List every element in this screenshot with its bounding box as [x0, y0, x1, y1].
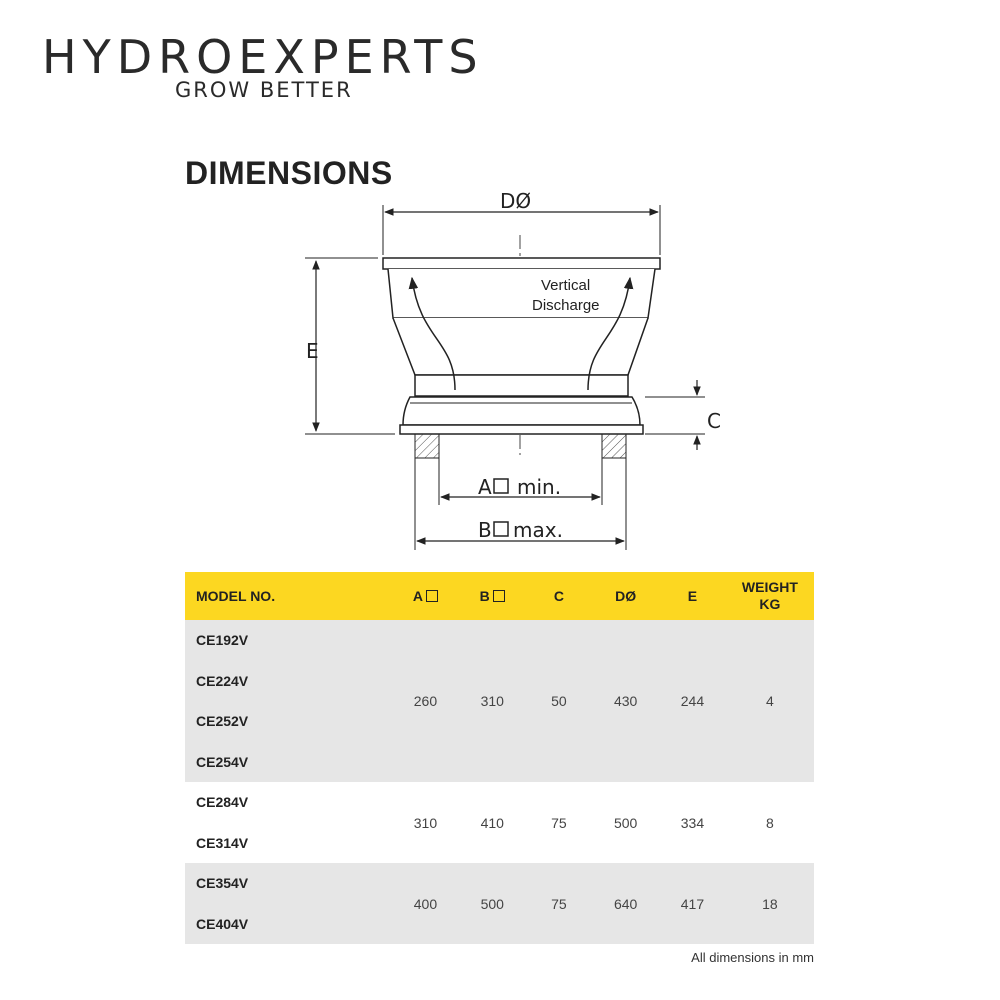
- b-cell: 310: [459, 620, 526, 782]
- b-cell: 410: [459, 782, 526, 863]
- header-weight: WEIGHT KG: [726, 572, 814, 620]
- b-square-icon: [494, 522, 508, 536]
- e-cell: 417: [659, 863, 726, 944]
- model-cell: CE284V: [185, 782, 392, 823]
- table-row: [185, 620, 814, 661]
- table-row: [185, 782, 814, 823]
- upper-body: [388, 269, 655, 318]
- dimensions-table: [185, 572, 814, 944]
- brand-tagline: GROW BETTER: [175, 78, 353, 102]
- base-flange: [403, 397, 640, 425]
- e-cell: 244: [659, 620, 726, 782]
- discharge-label-1: Vertical: [541, 277, 591, 294]
- units-footnote: All dimensions in mm: [691, 950, 814, 965]
- table-header-row: [185, 572, 814, 620]
- section-title: DIMENSIONS: [185, 155, 393, 191]
- weight-cell: 18: [726, 863, 814, 944]
- d-cell: 430: [592, 620, 659, 782]
- e-cell: 334: [659, 782, 726, 863]
- model-cell: CE224V: [185, 661, 392, 702]
- base-plate: [400, 425, 643, 434]
- top-rim: [383, 258, 660, 269]
- table-row: [185, 863, 814, 904]
- square-icon: [493, 590, 505, 602]
- curb-left: [415, 434, 439, 458]
- a-label: A: [478, 475, 492, 499]
- header-c: C: [526, 572, 593, 620]
- d-cell: 640: [592, 863, 659, 944]
- cone: [393, 318, 648, 375]
- d-label: DØ: [500, 189, 532, 213]
- discharge-label-2: Discharge: [532, 297, 600, 314]
- model-cell: CE192V: [185, 620, 392, 661]
- model-cell: CE252V: [185, 701, 392, 742]
- a-cell: 400: [392, 863, 459, 944]
- e-label: E: [306, 339, 319, 363]
- curb-right: [602, 434, 626, 458]
- c-cell: 75: [526, 782, 593, 863]
- a-square-icon: [494, 479, 508, 493]
- weight-cell: 4: [726, 620, 814, 782]
- c-label: C: [707, 409, 721, 433]
- header-e: E: [659, 572, 726, 620]
- c-cell: 50: [526, 620, 593, 782]
- d-cell: 500: [592, 782, 659, 863]
- model-cell: CE354V: [185, 863, 392, 904]
- header-a: A: [392, 572, 459, 620]
- model-cell: CE404V: [185, 904, 392, 945]
- b-suffix: max.: [513, 518, 563, 542]
- model-cell: CE254V: [185, 742, 392, 783]
- weight-cell: 8: [726, 782, 814, 863]
- a-cell: 310: [392, 782, 459, 863]
- header-b: B: [459, 572, 526, 620]
- a-suffix: min.: [517, 475, 562, 499]
- a-cell: 260: [392, 620, 459, 782]
- header-model: MODEL NO.: [185, 572, 392, 620]
- b-cell: 500: [459, 863, 526, 944]
- b-label: B: [478, 518, 492, 542]
- model-cell: CE314V: [185, 823, 392, 864]
- c-cell: 75: [526, 863, 593, 944]
- neck: [415, 375, 628, 396]
- header-d: DØ: [592, 572, 659, 620]
- brand-logo: HYDROEXPERTS: [42, 30, 484, 84]
- square-icon: [426, 590, 438, 602]
